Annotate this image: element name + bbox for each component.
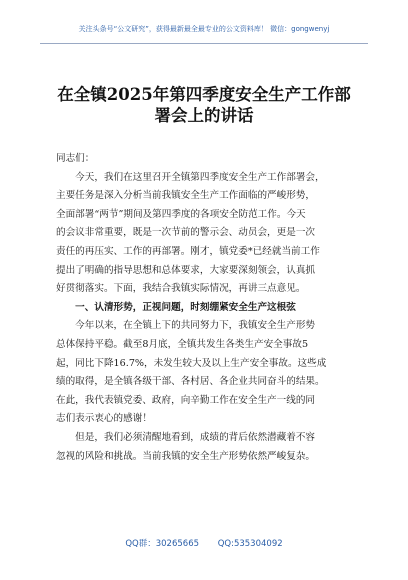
body-line: 但是，我们必须清醒地看到，成绩的背后依然潜藏着不容 (56, 431, 316, 443)
body-line: 好贯彻落实。下面，我结合我镇实际情况，再讲三点意见。 (56, 283, 306, 295)
header-promo-note: 关注头条号“公文研究”，获得最新最全最专业的公文资料库！ 微信：gongwenyj (78, 25, 330, 33)
body-line: 全面部署“两节”期间及第四季度的各项安全防范工作。今天 (56, 208, 306, 220)
body-line: 今年以来，在全镇上下的共同努力下，我镇安全生产形势 (56, 320, 316, 332)
footer-qq-group: QQ群：30265665 (125, 539, 200, 549)
body-line: 忽视的风险和挑战。当前我镇的安全生产形势依然严峻复杂。 (56, 450, 316, 462)
body-line: 今天，我们在这里召开全镇第四季度安全生产工作部署会， (56, 171, 325, 183)
header-divider (40, 43, 368, 44)
body-line: 总体保持平稳。截至8月底，全镇共发生各类生产安全事故5 (56, 338, 309, 350)
body-line: 绩的取得，是全镇各级干部、各村居、各企业共同奋斗的结果。 (56, 376, 325, 388)
title-line-2: 署会上的讲话 (154, 106, 254, 125)
body-line: 在此，我代表镇党委、政府，向辛勤工作在安全生产一线的同 (56, 394, 316, 406)
body-line: 起，同比下降16.7%，未发生较大及以上生产安全事故。这些成 (56, 357, 327, 369)
body-line: 的会议非常重要，既是一次节前的警示会、动员会，更是一次 (56, 227, 316, 239)
body-line: 提出了明确的指导思想和总体要求，大家要深刻领会，认真抓 (56, 264, 316, 276)
title-line-1: 在全镇2025年第四季度安全生产工作部 (57, 85, 351, 104)
salutation: 同志们： (56, 153, 95, 164)
document-body (56, 150, 358, 466)
footer-qq-number: QQ:535304092 (217, 539, 283, 549)
body-line: 主要任务是深入分析当前我镇安全生产工作面临的严峻形势， (56, 190, 316, 202)
section-heading-1: 一、认清形势，正视问题，时刻绷紧安全生产这根弦 (56, 301, 296, 313)
footer-contact (0, 537, 408, 549)
body-line: 责任的再压实、工作的再部署。刚才，镇党委*已经就当前工作 (56, 245, 320, 257)
document-title (0, 84, 408, 126)
body-line: 志们表示衷心的感谢！ (56, 413, 152, 425)
